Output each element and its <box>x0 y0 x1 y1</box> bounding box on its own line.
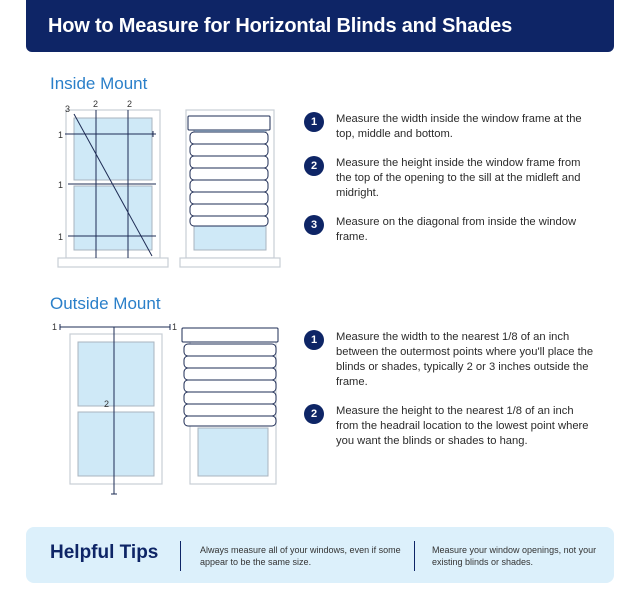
inside-label-w-left: 2 <box>93 99 99 109</box>
outside-mount-title: Outside Mount <box>50 294 161 313</box>
outside-steps <box>304 330 594 463</box>
tip-item-1: Always measure all of your windows, even if some appear to be the same size. <box>200 545 401 567</box>
tips-divider <box>180 541 181 571</box>
outside-label-h: 2 <box>104 399 110 409</box>
outside-mount-diagram <box>50 318 290 500</box>
step-text: Measure the height to the nearest 1/8 of an inch from the headrail location to the lowest point where you want the blinds or shades to hang. <box>336 405 589 447</box>
tips-divider <box>414 541 415 571</box>
helpful-tips-title: Helpful Tips <box>50 542 159 563</box>
inside-mount-title: Inside Mount <box>50 74 148 93</box>
step-text: Measure the height inside the window frame from the top of the opening to the sill at the midleft and midright. <box>336 157 581 199</box>
inside-step-3 <box>304 215 594 245</box>
inside-steps <box>304 112 594 259</box>
outside-blinds-window <box>182 328 278 484</box>
step-number-badge: 2 <box>304 156 324 176</box>
inside-label-h-bot: 1 <box>58 232 64 242</box>
tip-item-2: Measure your window openings, not your existing blinds or shades. <box>432 545 597 567</box>
outside-window <box>70 334 162 484</box>
inside-label-w-right: 2 <box>127 99 133 109</box>
outside-step-1 <box>304 330 594 390</box>
inside-blinds-window <box>180 110 280 267</box>
outside-label-w-right: 1 <box>172 322 178 332</box>
step-text: Measure on the diagonal from inside the window frame. <box>336 216 577 243</box>
inside-label-h-mid: 1 <box>58 180 64 190</box>
step-text: Measure the width inside the window frame at the top, middle and bottom. <box>336 113 582 140</box>
inside-step-2 <box>304 156 594 201</box>
step-number-badge: 3 <box>304 215 324 235</box>
page-title: How to Measure for Horizontal Blinds and Shades <box>48 14 512 37</box>
inside-step-1 <box>304 112 594 142</box>
step-number-badge: 1 <box>304 330 324 350</box>
inside-mount-diagram <box>56 98 292 274</box>
inside-label-diag: 3 <box>65 104 71 114</box>
step-number-badge: 1 <box>304 112 324 132</box>
header-banner <box>26 0 614 52</box>
inside-label-h-top: 1 <box>58 130 64 140</box>
outside-label-w-left: 1 <box>52 322 58 332</box>
outside-step-2 <box>304 404 594 449</box>
step-number-badge: 2 <box>304 404 324 424</box>
helpful-tips-panel <box>26 527 614 583</box>
step-text: Measure the width to the nearest 1/8 of an inch between the outermost points where you'll place the blinds or shades, typically 2 or 3 inches outside the frame. <box>336 331 594 388</box>
